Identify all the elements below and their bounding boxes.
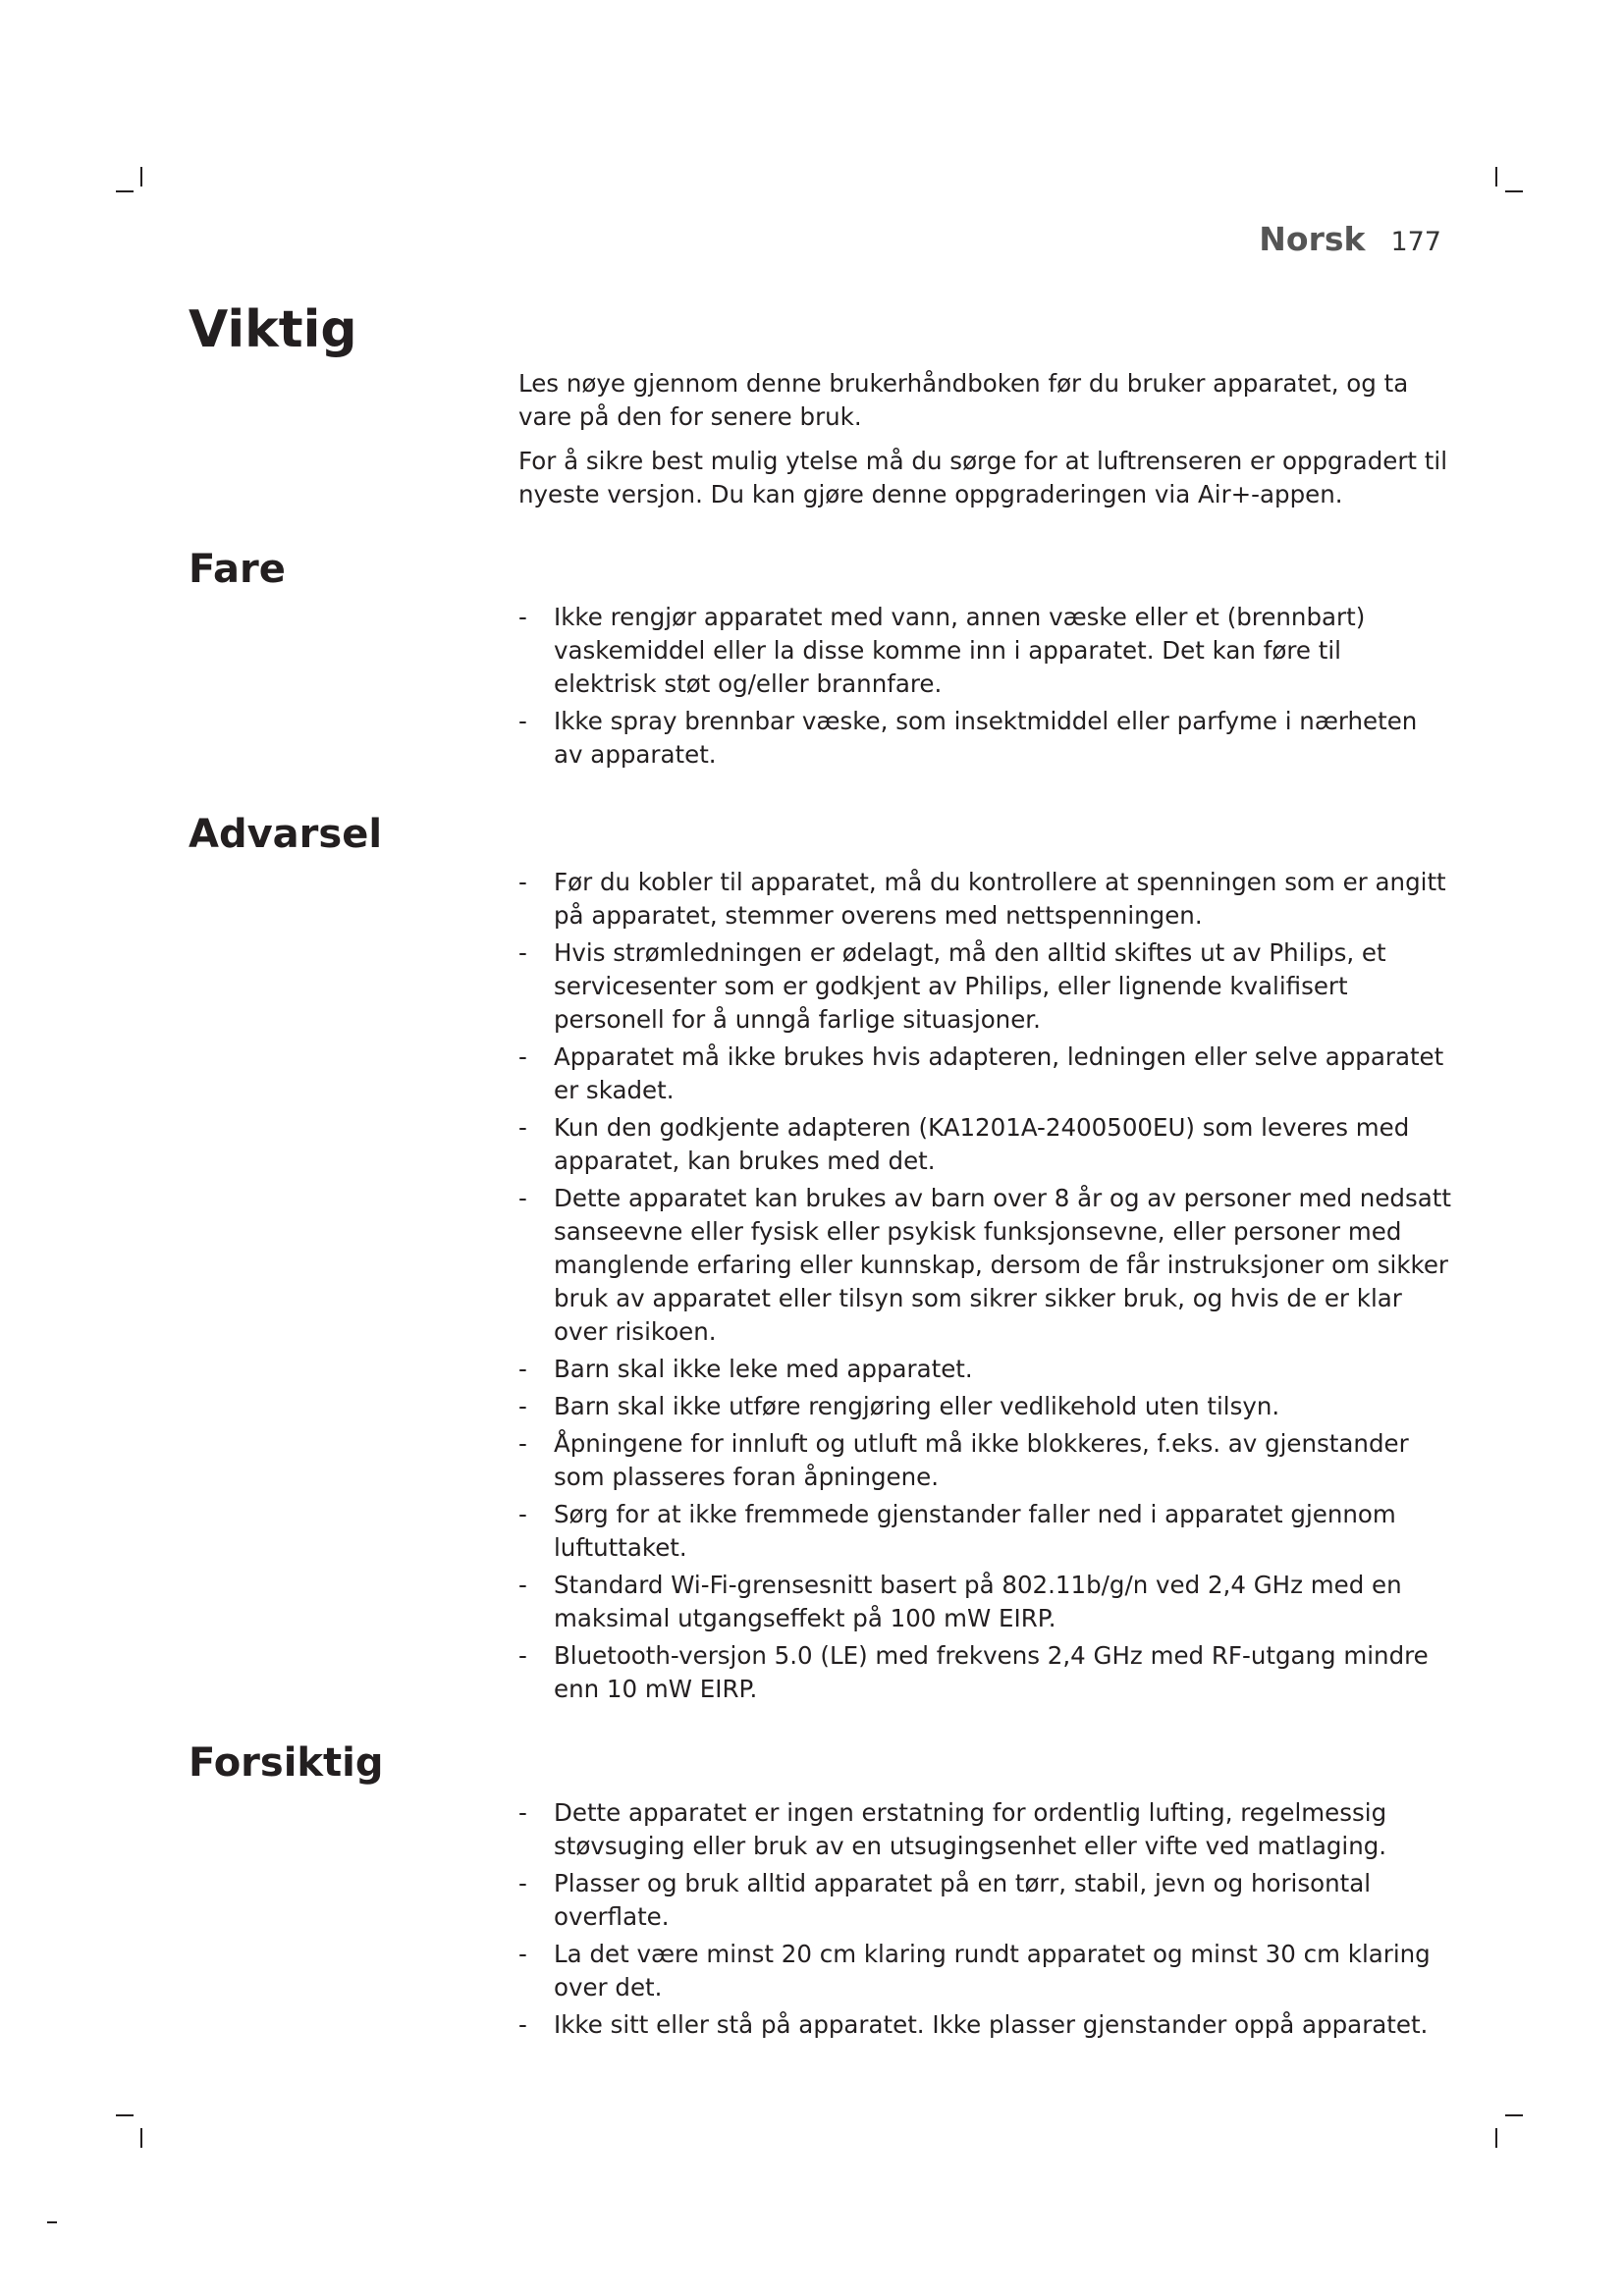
list-item: - Apparatet må ikke brukes hvis adapteren, ledningen eller selve apparatet er skadet. [518,1041,1451,1107]
language-label: Norsk [1259,220,1366,258]
paragraph: For å sikre best mulig ytelse må du sørge for at luftrenseren er oppgradert til nyeste versjon. Du kan gjøre denne oppgraderingen via Air+-appen. [518,447,1448,508]
list-item: - Sørg for at ikke fremmede gjenstander faller ned i apparatet gjennom luftuttaket. [518,1498,1451,1565]
list-item: - Plasser og bruk alltid apparatet på en tørr, stabil, jevn og horisontal overflate. [518,1867,1451,1934]
crop-mark-top-right-h [1505,190,1523,192]
page-number: 177 [1390,227,1441,257]
list-item: - Ikke spray brennbar væske, som insektmiddel eller parfyme i nærheten av apparatet. [518,705,1451,772]
section-body-viktig [518,367,1451,522]
section-title-advarsel: Advarsel [189,812,383,857]
page-header [1259,220,1441,258]
section-title-fare: Fare [189,547,286,592]
section-title-viktig: Viktig [189,300,357,359]
list-item: - Kun den godkjente adapteren (KA1201A-2400500EU) som leveres med apparatet, kan brukes med det. [518,1111,1451,1178]
list-item: - Bluetooth-versjon 5.0 (LE) med frekvens 2,4 GHz med RF-utgang mindre enn 10 mW EIRP. [518,1639,1451,1706]
crop-mark-bottom-right-v [1495,2128,1497,2148]
bullet-list [518,1796,1451,2042]
crop-mark-bottom-left-h [116,2114,134,2116]
list-item: - Hvis strømledningen er ødelagt, må den alltid skiftes ut av Philips, et servicesenter som er godkjent av Philips, eller lignende kvalifisert personell for å unngå farlige situasjoner. [518,936,1451,1037]
bullet-list [518,601,1451,772]
list-item: - Ikke sitt eller stå på apparatet. Ikke plasser gjenstander oppå apparatet. [518,2008,1451,2042]
paragraph: Les nøye gjennom denne brukerhåndboken før du bruker apparatet, og ta vare på den for senere bruk. [518,369,1409,431]
list-item: - Barn skal ikke leke med apparatet. [518,1353,1451,1386]
section-body-fare [518,601,1451,775]
section-body-advarsel [518,866,1451,1710]
crop-mark-top-left-h [116,190,134,192]
crop-mark-top-right-v [1495,167,1497,187]
list-item: - Før du kobler til apparatet, må du kontrollere at spenningen som er angitt på apparatet, stemmer overens med nettspenningen. [518,866,1451,933]
list-item: - La det være minst 20 cm klaring rundt apparatet og minst 30 cm klaring over det. [518,1938,1451,2004]
section-body-forsiktig [518,1796,1451,2046]
list-item: - Barn skal ikke utføre rengjøring eller vedlikehold uten tilsyn. [518,1390,1451,1423]
crop-mark-top-left-v [140,167,142,187]
bullet-list [518,866,1451,1706]
list-item: - Standard Wi-Fi-grensesnitt basert på 802.11b/g/n ved 2,4 GHz med en maksimal utgangseffekt på 100 mW EIRP. [518,1569,1451,1635]
list-item: - Åpningene for innluft og utluft må ikke blokkeres, f.eks. av gjenstander som plasseres foran åpningene. [518,1427,1451,1494]
crop-mark-bottom-edge [47,2221,57,2223]
list-item: - Ikke rengjør apparatet med vann, annen væske eller et (brennbart) vaskemiddel eller la disse komme inn i apparatet. Det kan føre til elektrisk støt og/eller brannfare. [518,601,1451,701]
crop-mark-bottom-left-v [140,2128,142,2148]
crop-mark-bottom-right-h [1505,2114,1523,2116]
list-item: - Dette apparatet er ingen erstatning for ordentlig lufting, regelmessig støvsuging eller bruk av en utsugingsenhet eller vifte ved matlaging. [518,1796,1451,1863]
list-item: - Dette apparatet kan brukes av barn over 8 år og av personer med nedsatt sanseevne eller fysisk eller psykisk funksjonsevne, eller personer med manglende erfaring eller kunnskap, dersom de får instruksjoner om sikker bruk av apparatet eller tilsyn som sikrer sikker bruk, og hvis de er klar over risikoen. [518,1182,1451,1349]
section-title-forsiktig: Forsiktig [189,1740,384,1786]
